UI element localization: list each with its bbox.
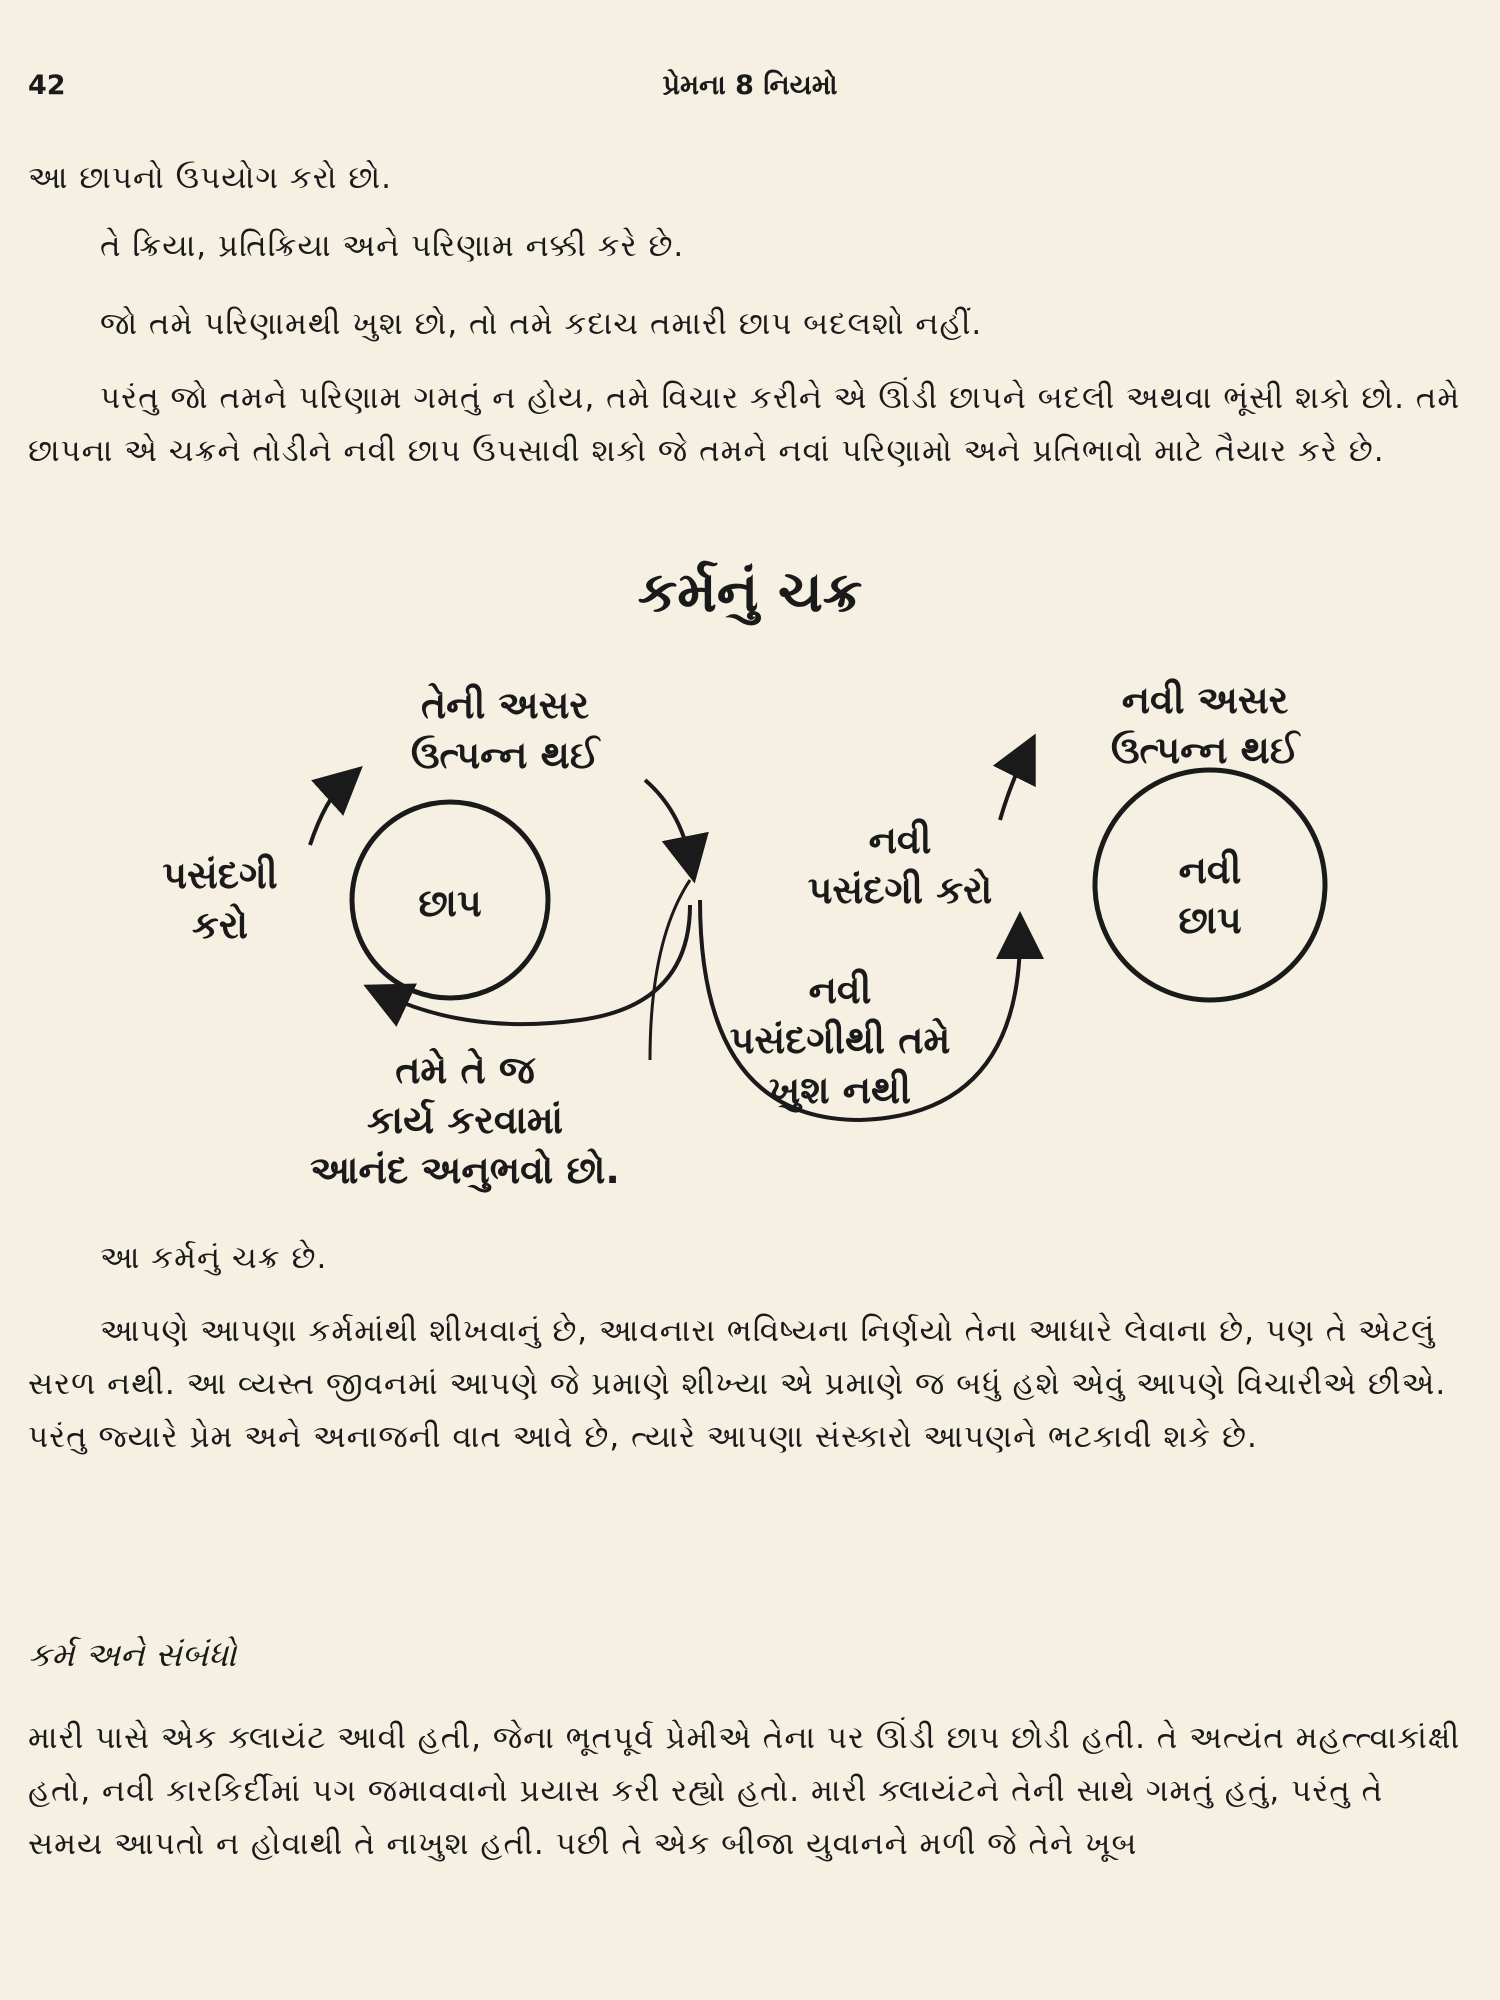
- arrow-effect-to-cycle: [645, 780, 690, 860]
- right-circle-label: નવી છાપ: [1178, 848, 1242, 942]
- section-heading: કર્મ અને સંબંધો: [28, 1635, 237, 1674]
- paragraph: આપણે આપણા કર્મમાંથી શીખવાનું છે, આવનારા ભવિષ્યના નિર્ણયો તેના આધારે લેવાના છે, પણ તે એટલું સરળ નથી. આ વ્યસ્ત જીવનમાં આપણે જે પ્રમાણે શીખ્યા એ પ્રમાણે જ બધું હશે એવું આપણે વિચારીએ છીએ. પરંતુ જ્યારે પ્રેમ અને અનાજની વાત આવે છે, ત્યારે આપણા સંસ્કારો આપણને ભટકાવી શકે છે.: [28, 1313, 1447, 1455]
- middle-choice-label: નવી પસંદગી કરો: [807, 818, 993, 912]
- divider-line: [650, 880, 690, 1060]
- left-bottom-label: તમે તે જ કાર્ય કરવામાં આનંદ અનુભવો છો.: [310, 1048, 620, 1192]
- diagram-title: કર્મનું ચક્ર: [637, 560, 863, 625]
- paragraph: પરંતુ જો તમને પરિણામ ગમતું ન હોય, તમે વિચાર કરીને એ ઊંડી છાપને બદલી અથવા ભૂંસી શકો છો. તમે છાપના એ ચક્રને તોડીને નવી છાપ ઉપસાવી શકો જે તમને નવાં પરિણામો અને પ્રતિભાવો માટે તૈયાર કરે છે.: [28, 380, 1461, 469]
- paragraph: જો તમે પરિણામથી ખુશ છો, તો તમે કદાચ તમારી છાપ બદલશો નહીં.: [100, 306, 983, 342]
- paragraph: તે ક્રિયા, પ્રતિક્રિયા અને પરિણામ નક્કી કરે છે.: [100, 228, 685, 264]
- arrow-choice-to-effect: [310, 782, 345, 845]
- left-effect-label: તેની અસર ઉત્પન્ન થઈ: [410, 683, 600, 777]
- karma-cycle-diagram: [0, 560, 1500, 1200]
- page-number: 42: [28, 70, 66, 101]
- left-choice-label: પસંદગી કરો: [162, 853, 278, 947]
- paragraph: આ કર્મનું ચક્ર છે.: [100, 1240, 328, 1276]
- left-circle-label: છાપ: [418, 881, 482, 925]
- paragraph: મારી પાસે એક ક્લાયંટ આવી હતી, જેના ભૂતપૂર્વ પ્રેમીએ તેના પર ઊંડી છાપ છોડી હતી. તે અત્યંત મહત્ત્વાકાંક્ષી હતો, નવી કારકિર્દીમાં પગ જમાવવાનો પ્રયાસ કરી રહ્યો હતો. મારી ક્લાયંટને તેની સાથે ગમતું હતું, પરંતુ તે સમય આપતો ન હોવાથી તે નાખુશ હતી. પછી તે એક બીજા યુવાનને મળી જે તેને ખૂબ: [28, 1720, 1461, 1862]
- middle-bottom-label: નવી પસંદગીથી તમે ખુશ નથી: [729, 968, 951, 1112]
- paragraph: આ છાપનો ઉપયોગ કરો છો.: [28, 160, 392, 196]
- page-header: [28, 70, 1472, 110]
- arrow-new-effect: [1000, 755, 1025, 820]
- running-title: પ્રેમના 8 નિયમો: [662, 70, 838, 101]
- right-effect-label: નવી અસર ઉત્પન્ન થઈ: [1110, 678, 1300, 772]
